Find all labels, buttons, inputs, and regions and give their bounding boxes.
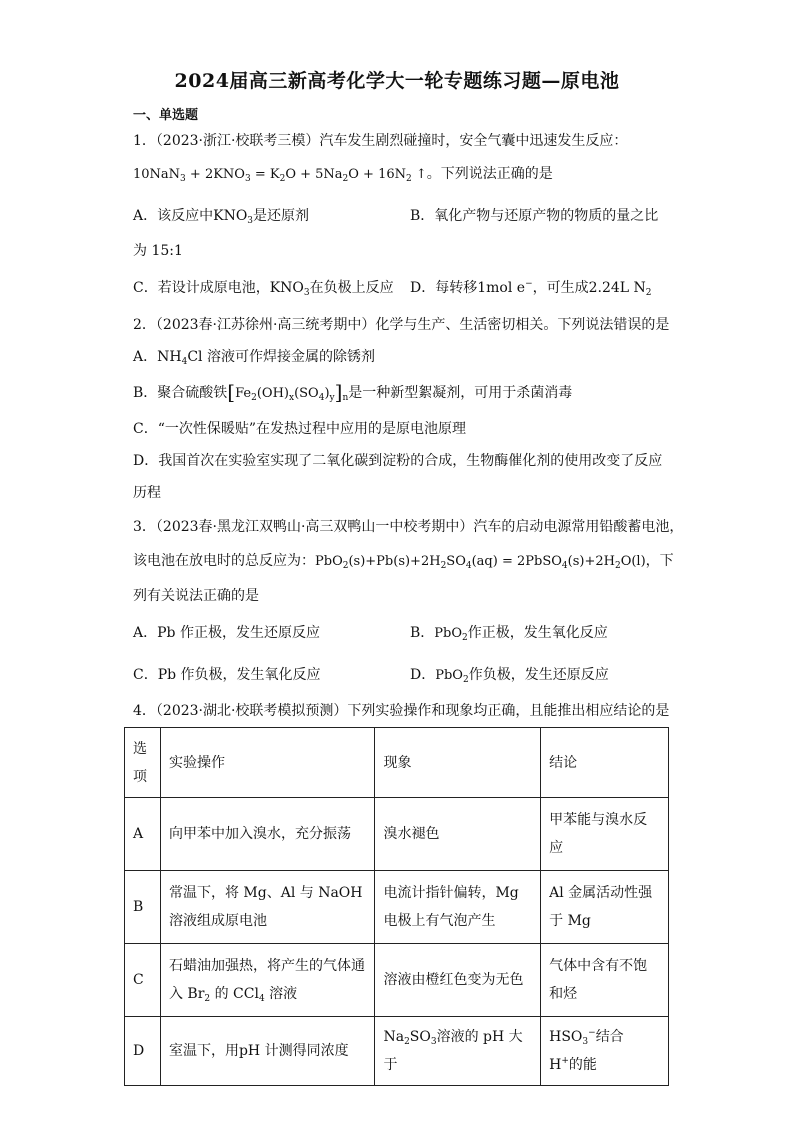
q1-option-d: D．每转移1mol e−，可生成2.24L $N_2$ — [410, 279, 652, 298]
q1-equation-tail: 。下列说法正确的是 — [426, 166, 553, 182]
header-conclusion: 结论 — [541, 728, 669, 798]
q2-option-b-formula: $[Fe_2(OH)_x(SO_4)_y]_n$ — [227, 380, 349, 404]
q3-equation: $PbO_2(s)+Pb(s)+2H_2SO_4(aq)$ = $2PbSO_4(s)+2H_2O(l)$ — [315, 554, 646, 571]
header-phenomenon: 现象 — [375, 728, 541, 798]
experiment-table — [124, 727, 669, 1086]
table-row: B 常温下，将 Mg、Al 与 NaOH 溶液组成原电池 电流计指针偏转，Mg 电极上有气泡产生 Al 金属活动性强于 Mg — [125, 871, 669, 944]
q3-option-b: B．PbO$_2$作正极，发生氧化反应 — [410, 625, 608, 643]
q2-option-c: C．“一次性保暖贴”在发热过程中应用的是原电池原理 — [133, 421, 467, 437]
row-d-conclusion: $HSO_3^-$结合 H+的能 — [541, 1017, 669, 1086]
q2-stem: 2．（2023春·江苏徐州·高三统考期中）化学与生产、生活密切相关。下列说法错误的是 — [133, 317, 670, 333]
q2-option-d: D．我国首次在实验室实现了二氧化碳到淀粉的合成，生物酶催化剂的使用改变了反应 — [133, 453, 663, 469]
q3-stem-2: 该电池在放电时的总反应为：$PbO_2(s)+Pb(s)+2H_2SO_4(aq)$ = $2PbSO_4(s)+2H_2O(l)$，下 — [133, 553, 674, 571]
table-header-row — [125, 728, 669, 798]
q4-stem: 4．（2023·湖北·校联考模拟预测）下列实验操作和现象均正确，且能推出相应结论的是 — [133, 703, 670, 719]
table-row: C 石蜡油加强热，将产生的气体通入 $Br_2$ 的 CCl$_4$ 溶液 溶液由橙红色变为无色 气体中含有不饱和烃 — [125, 944, 669, 1017]
header-option: 选项 — [125, 728, 161, 798]
page-title: 2024届高三新高考化学大一轮专题练习题—原电池 — [174, 70, 620, 92]
q3-option-c: C．Pb 作负极，发生氧化反应 — [133, 667, 321, 683]
q3-option-d: D．PbO$_2$作负极，发生还原反应 — [410, 667, 609, 685]
q3-stem-1: 3．（2023春·黑龙江双鸭山·高三双鸭山一中校考期中）汽车的启动电源常用铅酸蓄电池， — [133, 519, 684, 535]
q2-option-d-cont: 历程 — [133, 485, 161, 501]
q1-stem: 1．（2023·浙江·校联考三模）汽车发生剧烈碰撞时，安全气囊中迅速发生反应： — [133, 133, 628, 149]
header-operation: 实验操作 — [160, 728, 374, 798]
q3-option-a: A．Pb 作正极，发生还原反应 — [133, 625, 320, 641]
q2-option-b: B．聚合硫酸铁$[Fe_2(OH)_x(SO_4)_y]_n$是一种新型絮凝剂，可用于杀菌消毒 — [133, 380, 573, 404]
q1-option-b-cont: 为 15:1 — [133, 243, 183, 259]
row-d-phenomenon: $Na_2SO_3$溶液的 pH 大于 — [375, 1017, 541, 1086]
row-c-operation: 石蜡油加强热，将产生的气体通入 $Br_2$ 的 CCl$_4$ 溶液 — [160, 944, 374, 1017]
table-row: D 室温下，用pH 计测得同浓度 $Na_2SO_3$溶液的 pH 大于 $HSO_3^-$结合 H+的能 — [125, 1017, 669, 1086]
q1-option-b: B．氧化产物与还原产物的物质的量之比 — [410, 208, 659, 224]
q1-equation — [133, 165, 553, 184]
q1-equation-formula: $10NaN_3 + 2KNO_3 = K_2O + 5Na_2O + 16N_2$ ↑ — [133, 167, 427, 184]
table-row: A 向甲苯中加入溴水，充分振荡 溴水褪色 甲苯能与溴水反应 — [125, 798, 669, 871]
section-heading: 一、单选题 — [133, 108, 199, 123]
q1-option-c: C．若设计成原电池，$KNO_3$在负极上反应 — [133, 280, 394, 298]
q2-option-a: A．$NH_4Cl$ 溶液可作焊接金属的除锈剂 — [133, 349, 375, 367]
q3-stem-3: 列有关说法正确的是 — [133, 588, 259, 604]
q1-option-a: A．该反应中$KNO_3$是还原剂 — [133, 208, 310, 226]
